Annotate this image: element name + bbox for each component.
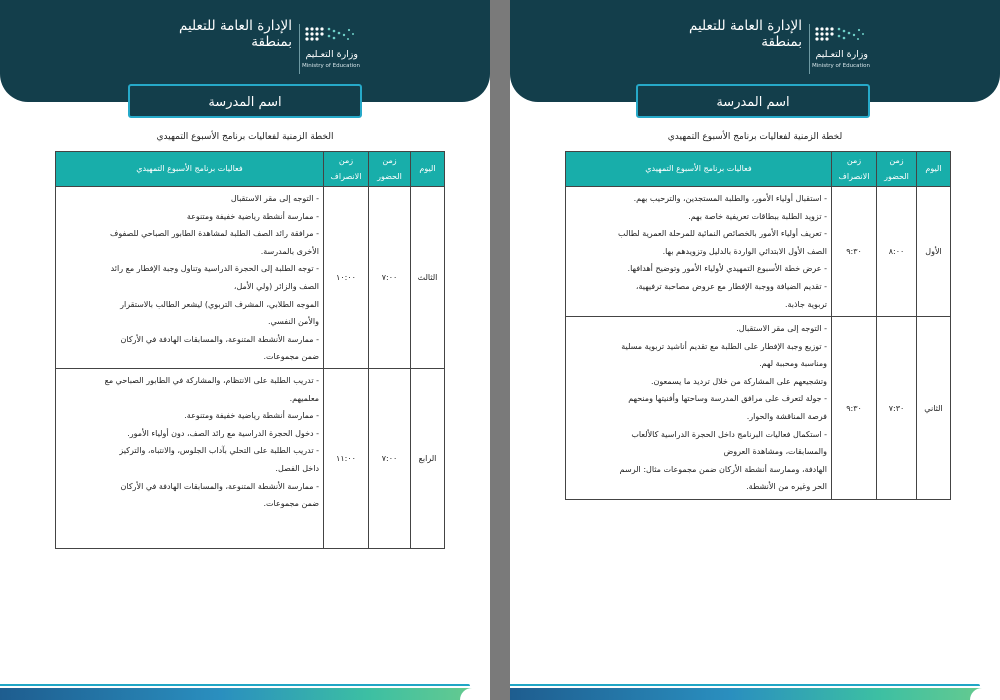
activity-line: الهادفة، وممارسة أنشطة الأركان ضمن مجموعات مثال: الرسم xyxy=(619,464,827,474)
arrival-time-cell: ٧:٣٠ xyxy=(877,317,917,500)
column-header-departure xyxy=(324,152,369,187)
activity-line: - مرافقة رائد الصف الطلبة لمشاهدة الطابور الصباحي للصفوف xyxy=(110,229,319,239)
activity-line: - تدريب الطلبة على التحلي بآداب الجلوس، والانتباه، والتركيز xyxy=(119,446,319,456)
authority-title xyxy=(142,18,292,50)
footer-bar-cut xyxy=(460,688,490,700)
authority-line-1: الإدارة العامة للتعليم xyxy=(178,18,292,34)
authority-line-1: الإدارة العامة للتعليم xyxy=(688,18,802,34)
activity-line: - ممارسة الأنشطة المتنوعة، والمسابقات الهادفة في الأركان xyxy=(120,334,319,344)
activity-line: الصف الأول الابتدائي الواردة بالدليل وتزويدهم بها. xyxy=(662,246,827,256)
activity-line: فرصة المناقشة والحوار. xyxy=(746,411,827,421)
column-header-activities: فعاليات برنامج الأسبوع التمهيدي xyxy=(566,152,832,187)
activities-cell xyxy=(566,187,832,317)
day-cell: الثاني xyxy=(917,317,951,500)
activity-line: - التوجه إلى مقر الاستقبال. xyxy=(736,324,827,333)
departure-header-line-1: زمن xyxy=(338,156,354,165)
day-cell: الثالث xyxy=(411,187,445,369)
activity-line: معلميهم. xyxy=(289,393,319,403)
footer-gradient-bar xyxy=(510,688,1000,700)
departure-header-line-2: الانصراف xyxy=(838,172,870,181)
page-footer-band xyxy=(0,682,490,700)
activity-line: الأخرى بالمدرسة. xyxy=(260,246,319,256)
activity-line: الحر وغيره من الأنشطة. xyxy=(746,482,827,492)
footer-accent-line xyxy=(510,684,980,686)
footer-gradient-bar xyxy=(0,688,490,700)
column-header-day: اليوم xyxy=(411,152,445,187)
activities-cell xyxy=(566,317,832,500)
activity-line: - تزويد الطلبة ببطاقات تعريفية خاصة بهم. xyxy=(688,211,827,221)
activity-line: - جولة لتعرف على مرافق المدرسة وساحتها وأفنيتها ومنحهم xyxy=(628,394,827,404)
ministry-logo xyxy=(299,24,362,74)
day-cell: الرابع xyxy=(411,368,445,548)
footer-bar-cut xyxy=(970,688,1000,700)
activity-line: والمسابقات، ومشاهدة العروض xyxy=(723,447,827,457)
column-header-arrival xyxy=(369,152,411,187)
activity-line: - تدريب الطلبة على الانتظام، والمشاركة في الطابور الصباحي مع xyxy=(104,375,319,385)
document-page-right xyxy=(510,0,1000,700)
ministry-name-ar: وزارة التعـليم xyxy=(815,49,868,60)
arrival-header-line-1: زمن xyxy=(889,156,904,165)
activities-cell xyxy=(56,368,324,548)
activity-line: - دخول الحجرة الدراسية مع رائد الصف، دون أولياء الأمور. xyxy=(127,428,319,438)
activity-line: الصف والزائر (ولي الأمل، xyxy=(233,281,319,291)
departure-time-cell: ٩:٣٠ xyxy=(832,187,877,317)
activity-line: - ممارسة الأنشطة المتنوعة، والمسابقات الهادفة في الأركان xyxy=(120,481,319,491)
arrival-header-line-1: زمن xyxy=(382,156,397,165)
arrival-time-cell: ٧:٠٠ xyxy=(369,368,411,548)
activity-line: - توجه الطلبة إلى الحجرة الدراسية وتناول وجبة الإفطار مع رائد xyxy=(110,264,319,274)
table-header-row xyxy=(566,152,951,187)
ministry-logo-dots-icon xyxy=(304,26,356,42)
ministry-logo-dots-icon xyxy=(814,26,866,42)
activity-line: - توزيع وجبة الإفطار على الطلبة مع تقديم أناشيد تربوية مسلية xyxy=(621,341,827,351)
table-row xyxy=(56,187,445,369)
departure-time-cell: ١٠:٠٠ xyxy=(324,187,369,369)
schedule-title: الخطة الزمنية لفعاليات برنامج الأسبوع التمهيدي xyxy=(156,132,334,142)
footer-accent-line xyxy=(0,684,470,686)
page-gutter xyxy=(490,0,510,700)
activity-line: الموجه الطلابي، المشرف التربوي) ليشعر الطالب بالاستقرار xyxy=(120,299,319,309)
activity-line: - استقبال أولياء الأمور، والطلبة المستجدين، والترحيب بهم. xyxy=(633,194,827,203)
column-header-activities: فعاليات برنامج الأسبوع التمهيدي xyxy=(56,152,324,187)
school-name-tab: اسم المدرسة xyxy=(636,84,870,118)
school-name-tab: اسم المدرسة xyxy=(128,84,362,118)
table-header-row xyxy=(56,152,445,187)
schedule-title: لخطة الزمنية لفعاليات برنامج الأسبوع التمهيدي xyxy=(667,132,843,142)
activity-line: - تعريف أولياء الأمور بالخصائص النمائية للمرحلة العمرية لطالب xyxy=(618,229,827,239)
activity-line: والأمن النفسي. xyxy=(267,317,319,327)
activity-line: ضمن مجموعات. xyxy=(263,499,319,509)
arrival-header-line-2: الحضور xyxy=(377,172,402,181)
departure-time-cell: ١١:٠٠ xyxy=(324,368,369,548)
activity-line: وتشجيعهم على المشاركة من خلال ترديد ما يسمعون. xyxy=(650,376,827,386)
column-header-day: اليوم xyxy=(917,152,951,187)
page-footer-band xyxy=(510,682,1000,700)
authority-line-2: بمنطقة xyxy=(251,34,292,50)
column-header-departure xyxy=(832,152,877,187)
schedule-table xyxy=(565,151,951,500)
arrival-time-cell: ٧:٠٠ xyxy=(369,187,411,369)
ministry-name-en: Ministry of Education xyxy=(301,63,360,69)
document-page-left xyxy=(0,0,490,700)
activity-line: - ممارسة أنشطة رياضية خفيفة ومتنوعة xyxy=(186,211,319,221)
authority-line-2: بمنطقة xyxy=(761,34,802,50)
ministry-name-ar: وزارة التعـليم xyxy=(305,49,358,60)
departure-header-line-1: زمن xyxy=(846,156,862,165)
arrival-time-cell: ٨:٠٠ xyxy=(877,187,917,317)
ministry-logo xyxy=(809,24,872,74)
schedule-table xyxy=(55,151,445,549)
authority-title xyxy=(652,18,802,50)
activity-line: - ممارسة أنشطة رياضية خفيفة ومتنوعة. xyxy=(184,411,319,421)
table-row xyxy=(566,187,951,317)
activity-line: ومناسبة ومحببة لهم. xyxy=(759,359,827,369)
day-cell: الأول xyxy=(917,187,951,317)
activities-cell xyxy=(56,187,324,369)
activity-line: - التوجه إلى مقر الاستقبال xyxy=(230,194,319,203)
table-row xyxy=(566,317,951,500)
table-row xyxy=(56,368,445,548)
activity-line: داخل الفصل. xyxy=(275,463,319,473)
activity-line: - تقديم الضيافة ووجبة الإفطار مع عروض مصاحبة ترفيهية، xyxy=(635,281,827,291)
activity-line: - استكمال فعاليات البرنامج داخل الحجرة الدراسية كالألعاب xyxy=(631,429,827,439)
departure-time-cell: ٩:٣٠ xyxy=(832,317,877,500)
activity-line: تربوية جاذبة. xyxy=(784,299,827,309)
departure-header-line-2: الانصراف xyxy=(330,172,362,181)
activity-line: ضمن مجموعات. xyxy=(263,352,319,362)
ministry-name-en: Ministry of Education xyxy=(811,63,870,69)
column-header-arrival xyxy=(877,152,917,187)
arrival-header-line-2: الحضور xyxy=(884,172,909,181)
activity-line: - عرض خطة الأسبوع التمهيدي لأولياء الأمور وتوضيح أهدافها. xyxy=(627,264,827,274)
